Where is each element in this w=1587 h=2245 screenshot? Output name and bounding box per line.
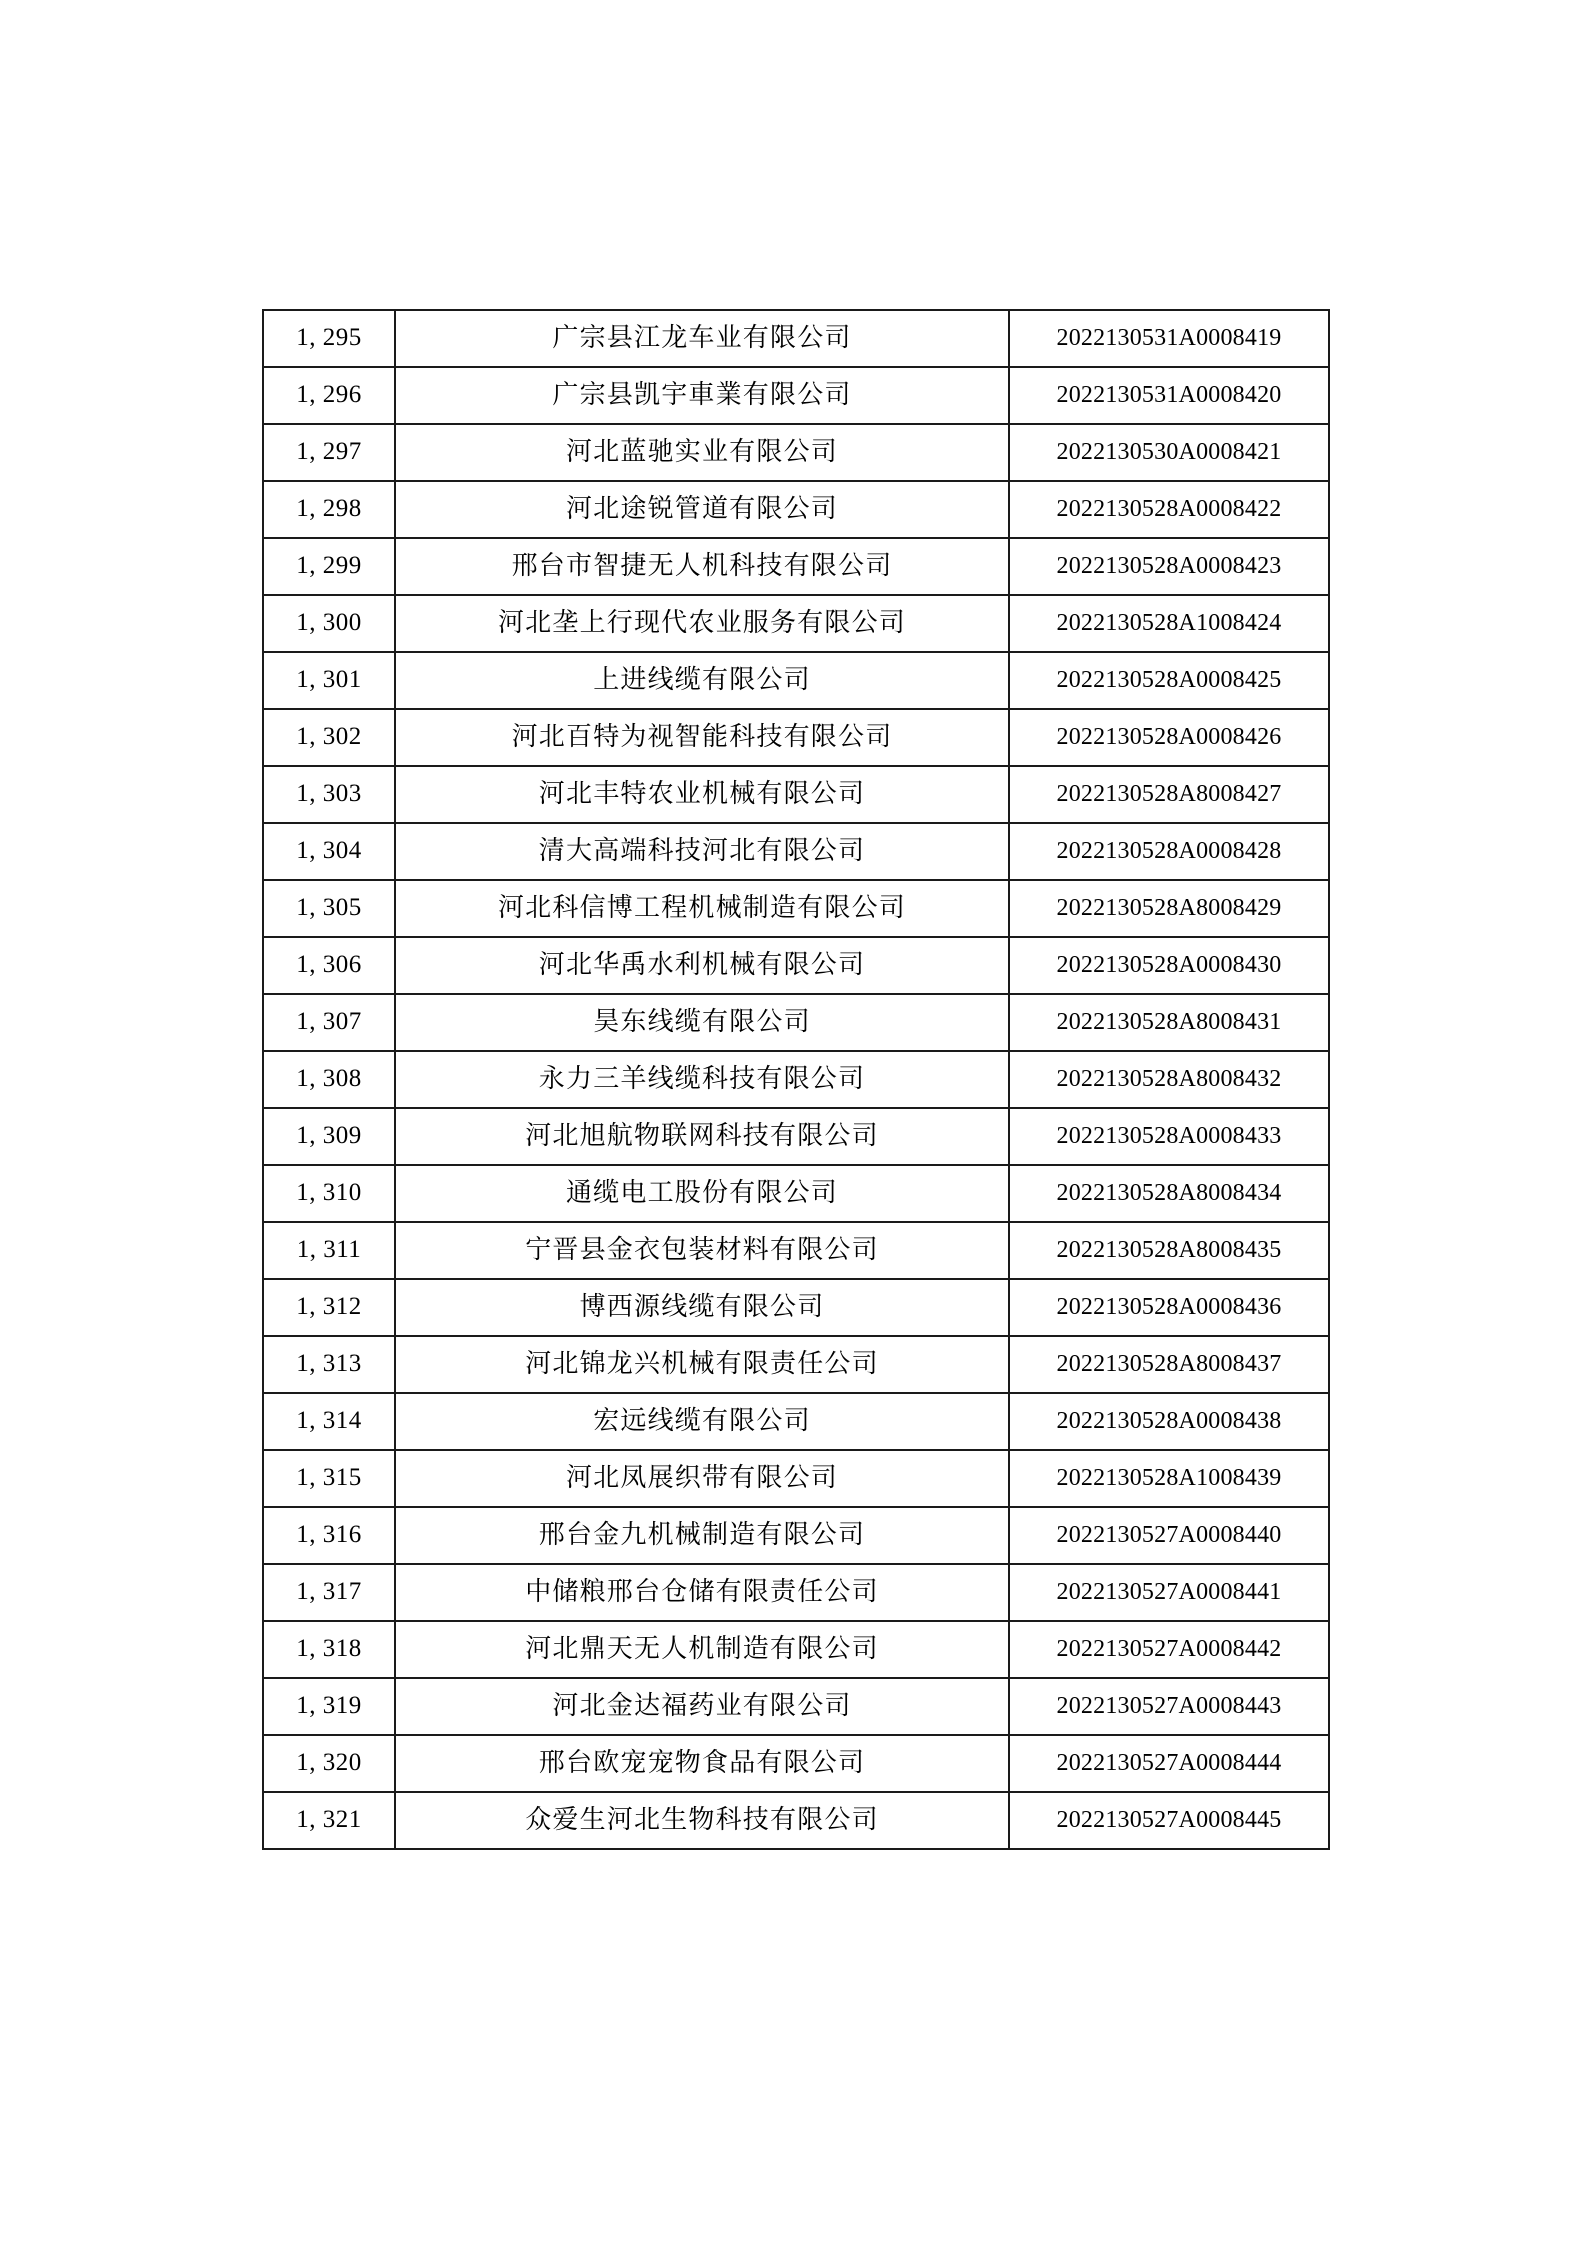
company-name-cell: 广宗县江龙车业有限公司 bbox=[395, 310, 1009, 367]
row-index-cell: 1, 299 bbox=[263, 538, 395, 595]
company-name-cell: 河北华禹水利机械有限公司 bbox=[395, 937, 1009, 994]
row-index-cell: 1, 311 bbox=[263, 1222, 395, 1279]
registry-table-body bbox=[263, 310, 1329, 1849]
table-row bbox=[263, 937, 1329, 994]
company-name-cell: 邢台欧宠宠物食品有限公司 bbox=[395, 1735, 1009, 1792]
table-row bbox=[263, 1222, 1329, 1279]
company-name-cell: 河北金达福药业有限公司 bbox=[395, 1678, 1009, 1735]
company-name-cell: 博西源线缆有限公司 bbox=[395, 1279, 1009, 1336]
company-name-cell: 河北丰特农业机械有限公司 bbox=[395, 766, 1009, 823]
table-row bbox=[263, 1165, 1329, 1222]
registration-code-cell: 2022130527A0008440 bbox=[1009, 1507, 1329, 1564]
row-index-cell: 1, 303 bbox=[263, 766, 395, 823]
table-row bbox=[263, 1792, 1329, 1849]
company-name-cell: 宁晋县金衣包装材料有限公司 bbox=[395, 1222, 1009, 1279]
row-index-cell: 1, 298 bbox=[263, 481, 395, 538]
company-name-cell: 河北旭航物联网科技有限公司 bbox=[395, 1108, 1009, 1165]
company-name-cell: 河北百特为视智能科技有限公司 bbox=[395, 709, 1009, 766]
row-index-cell: 1, 307 bbox=[263, 994, 395, 1051]
registration-code-cell: 2022130528A1008424 bbox=[1009, 595, 1329, 652]
table-row bbox=[263, 1507, 1329, 1564]
table-row bbox=[263, 709, 1329, 766]
company-name-cell: 上进线缆有限公司 bbox=[395, 652, 1009, 709]
registry-table bbox=[262, 309, 1330, 1850]
table-row bbox=[263, 1108, 1329, 1165]
company-name-cell: 河北锦龙兴机械有限责任公司 bbox=[395, 1336, 1009, 1393]
registration-code-cell: 2022130528A8008434 bbox=[1009, 1165, 1329, 1222]
registration-code-cell: 2022130528A0008423 bbox=[1009, 538, 1329, 595]
registration-code-cell: 2022130528A0008428 bbox=[1009, 823, 1329, 880]
company-name-cell: 通缆电工股份有限公司 bbox=[395, 1165, 1009, 1222]
row-index-cell: 1, 296 bbox=[263, 367, 395, 424]
row-index-cell: 1, 295 bbox=[263, 310, 395, 367]
row-index-cell: 1, 317 bbox=[263, 1564, 395, 1621]
row-index-cell: 1, 308 bbox=[263, 1051, 395, 1108]
row-index-cell: 1, 301 bbox=[263, 652, 395, 709]
registration-code-cell: 2022130528A8008435 bbox=[1009, 1222, 1329, 1279]
registration-code-cell: 2022130527A0008445 bbox=[1009, 1792, 1329, 1849]
registration-code-cell: 2022130528A8008429 bbox=[1009, 880, 1329, 937]
registration-code-cell: 2022130528A0008430 bbox=[1009, 937, 1329, 994]
company-name-cell: 昊东线缆有限公司 bbox=[395, 994, 1009, 1051]
table-row bbox=[263, 310, 1329, 367]
row-index-cell: 1, 313 bbox=[263, 1336, 395, 1393]
table-row bbox=[263, 1735, 1329, 1792]
registration-code-cell: 2022130528A0008433 bbox=[1009, 1108, 1329, 1165]
company-name-cell: 河北蓝驰实业有限公司 bbox=[395, 424, 1009, 481]
company-name-cell: 河北科信博工程机械制造有限公司 bbox=[395, 880, 1009, 937]
company-name-cell: 清大高端科技河北有限公司 bbox=[395, 823, 1009, 880]
table-row bbox=[263, 1336, 1329, 1393]
company-name-cell: 河北途锐管道有限公司 bbox=[395, 481, 1009, 538]
registration-code-cell: 2022130528A0008438 bbox=[1009, 1393, 1329, 1450]
registration-code-cell: 2022130528A8008427 bbox=[1009, 766, 1329, 823]
registration-code-cell: 2022130531A0008420 bbox=[1009, 367, 1329, 424]
row-index-cell: 1, 315 bbox=[263, 1450, 395, 1507]
company-name-cell: 河北垄上行现代农业服务有限公司 bbox=[395, 595, 1009, 652]
table-row bbox=[263, 1678, 1329, 1735]
registration-code-cell: 2022130531A0008419 bbox=[1009, 310, 1329, 367]
row-index-cell: 1, 305 bbox=[263, 880, 395, 937]
registration-code-cell: 2022130528A0008422 bbox=[1009, 481, 1329, 538]
row-index-cell: 1, 312 bbox=[263, 1279, 395, 1336]
table-row bbox=[263, 652, 1329, 709]
registry-table-container bbox=[262, 309, 1328, 1850]
table-row bbox=[263, 1393, 1329, 1450]
row-index-cell: 1, 310 bbox=[263, 1165, 395, 1222]
row-index-cell: 1, 321 bbox=[263, 1792, 395, 1849]
table-row bbox=[263, 538, 1329, 595]
registration-code-cell: 2022130527A0008441 bbox=[1009, 1564, 1329, 1621]
row-index-cell: 1, 319 bbox=[263, 1678, 395, 1735]
registration-code-cell: 2022130528A0008436 bbox=[1009, 1279, 1329, 1336]
row-index-cell: 1, 304 bbox=[263, 823, 395, 880]
row-index-cell: 1, 318 bbox=[263, 1621, 395, 1678]
table-row bbox=[263, 595, 1329, 652]
table-row bbox=[263, 1450, 1329, 1507]
row-index-cell: 1, 320 bbox=[263, 1735, 395, 1792]
company-name-cell: 宏远线缆有限公司 bbox=[395, 1393, 1009, 1450]
company-name-cell: 中储粮邢台仓储有限责任公司 bbox=[395, 1564, 1009, 1621]
table-row bbox=[263, 823, 1329, 880]
company-name-cell: 邢台市智捷无人机科技有限公司 bbox=[395, 538, 1009, 595]
registration-code-cell: 2022130528A0008425 bbox=[1009, 652, 1329, 709]
table-row bbox=[263, 1564, 1329, 1621]
company-name-cell: 广宗县凯宇車業有限公司 bbox=[395, 367, 1009, 424]
row-index-cell: 1, 302 bbox=[263, 709, 395, 766]
company-name-cell: 永力三羊线缆科技有限公司 bbox=[395, 1051, 1009, 1108]
row-index-cell: 1, 297 bbox=[263, 424, 395, 481]
company-name-cell: 邢台金九机械制造有限公司 bbox=[395, 1507, 1009, 1564]
company-name-cell: 河北凤展织带有限公司 bbox=[395, 1450, 1009, 1507]
table-row bbox=[263, 1279, 1329, 1336]
table-row bbox=[263, 1621, 1329, 1678]
table-row bbox=[263, 481, 1329, 538]
table-row bbox=[263, 367, 1329, 424]
registration-code-cell: 2022130527A0008444 bbox=[1009, 1735, 1329, 1792]
registration-code-cell: 2022130528A8008432 bbox=[1009, 1051, 1329, 1108]
registration-code-cell: 2022130528A8008431 bbox=[1009, 994, 1329, 1051]
row-index-cell: 1, 300 bbox=[263, 595, 395, 652]
registration-code-cell: 2022130528A8008437 bbox=[1009, 1336, 1329, 1393]
table-row bbox=[263, 424, 1329, 481]
row-index-cell: 1, 306 bbox=[263, 937, 395, 994]
row-index-cell: 1, 309 bbox=[263, 1108, 395, 1165]
row-index-cell: 1, 314 bbox=[263, 1393, 395, 1450]
table-row bbox=[263, 1051, 1329, 1108]
registration-code-cell: 2022130528A0008426 bbox=[1009, 709, 1329, 766]
table-row bbox=[263, 766, 1329, 823]
registration-code-cell: 2022130530A0008421 bbox=[1009, 424, 1329, 481]
registration-code-cell: 2022130527A0008443 bbox=[1009, 1678, 1329, 1735]
company-name-cell: 众爱生河北生物科技有限公司 bbox=[395, 1792, 1009, 1849]
table-row bbox=[263, 994, 1329, 1051]
registration-code-cell: 2022130528A1008439 bbox=[1009, 1450, 1329, 1507]
table-row bbox=[263, 880, 1329, 937]
company-name-cell: 河北鼎天无人机制造有限公司 bbox=[395, 1621, 1009, 1678]
row-index-cell: 1, 316 bbox=[263, 1507, 395, 1564]
registration-code-cell: 2022130527A0008442 bbox=[1009, 1621, 1329, 1678]
